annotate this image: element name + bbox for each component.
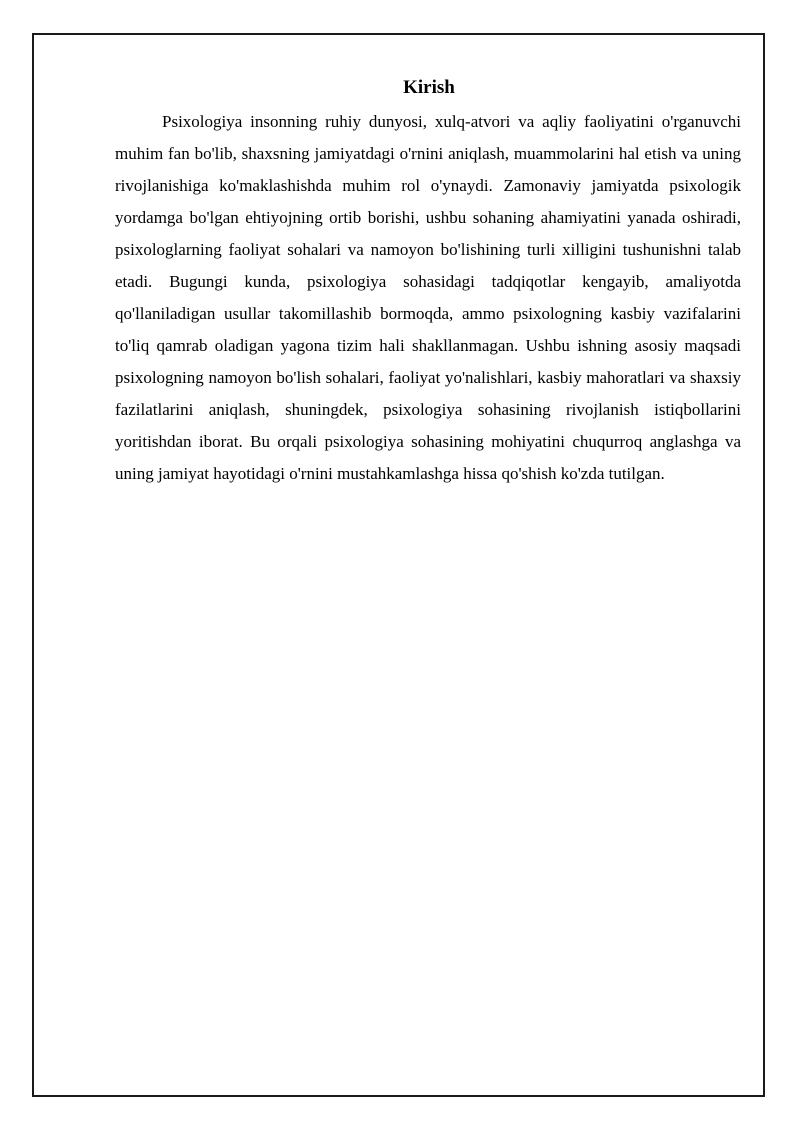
section-heading: Kirish [403, 77, 455, 98]
intro-paragraph: Psixologiya insonning ruhiy dunyosi, xulq-atvori va aqliy faoliyatini o'rganuvchi muhim fan bo'lib, shaxsning jamiyatdagi o'rnini aniqlash, muammolarini hal etish va uning rivojlanishiga ko'maklashishda muhim rol o'ynaydi. Zamonaviy jamiyatda psixologik yordamga bo'lgan ehtiyojning ortib borishi, ushbu sohaning ahamiyatini yanada oshiradi, psixologlarning faoliyat sohalari va namoyon bo'lishining turli xilligini tushunishni talab etadi. Bugungi kunda, psixologiya sohasidagi tadqiqotlar kengayib, amaliyotda qo'llaniladigan usullar takomillashib bormoqda, ammo psixologning kasbiy vazifalarini to'liq qamrab oladigan yagona tizim hali shakllanmagan. Ushbu ishning asosiy maqsadi psixologning namoyon bo'lish sohalari, faoliyat yo'nalishlari, kasbiy mahoratlari va shaxsiy fazilatlarini aniqlash, shuningdek, psixologiya sohasining rivojlanish istiqbollarini yoritishdan iborat. Bu orqali psixologiya sohasining mohiyatini chuqurroq anglashga va uning jamiyat hayotidagi o'rnini mustahkamlashga hissa qo'shish ko'zda tutilgan. [115, 112, 741, 483]
